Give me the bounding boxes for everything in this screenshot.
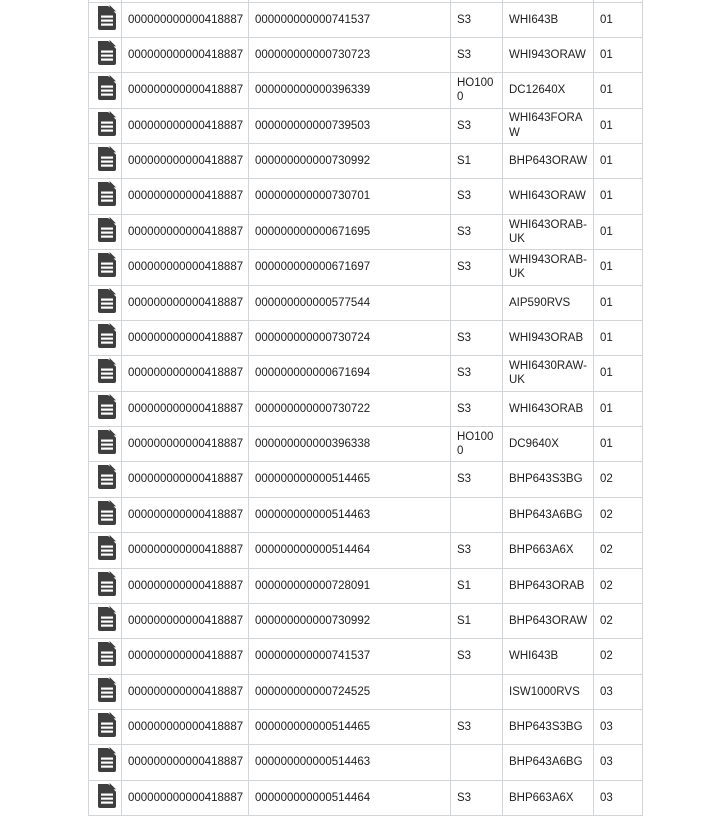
table-row[interactable]	[89, 710, 643, 745]
cell-type-code: S3	[451, 710, 503, 745]
document-icon	[95, 783, 117, 809]
cell-object-number: 000000000000514465	[249, 462, 451, 497]
cell-item-number: 01	[594, 250, 643, 285]
cell-type-code: S3	[451, 356, 503, 391]
document-icon-cell	[89, 497, 122, 532]
cell-item-number: 01	[594, 320, 643, 355]
table-row[interactable]	[89, 214, 643, 249]
document-icon	[95, 252, 117, 278]
cell-type-code: S1	[451, 568, 503, 603]
table-row[interactable]	[89, 533, 643, 568]
document-icon	[95, 111, 117, 137]
cell-document-number: 000000000000418887	[122, 320, 249, 355]
cell-object-number: 000000000000730992	[249, 144, 451, 179]
cell-model-code: WHI943ORAW	[503, 37, 594, 72]
cell-item-number: 01	[594, 37, 643, 72]
cell-object-number: 000000000000671697	[249, 250, 451, 285]
cell-item-number: 03	[594, 674, 643, 709]
document-icon-cell	[89, 533, 122, 568]
cell-type-code: S3	[451, 320, 503, 355]
document-icon	[95, 75, 117, 101]
document-icon-cell	[89, 73, 122, 108]
document-icon-cell	[89, 391, 122, 426]
table-row[interactable]	[89, 497, 643, 532]
table-row[interactable]	[89, 391, 643, 426]
cell-type-code: S3	[451, 108, 503, 143]
cell-model-code: BHP643ORAB	[503, 568, 594, 603]
table-row[interactable]	[89, 250, 643, 285]
cell-object-number: 000000000000730723	[249, 37, 451, 72]
document-icon-button[interactable]	[95, 571, 117, 597]
document-icon-button[interactable]	[95, 606, 117, 632]
cell-type-code: S3	[451, 250, 503, 285]
document-icon-cell	[89, 2, 122, 37]
document-icon-button[interactable]	[95, 358, 117, 384]
document-icon-button[interactable]	[95, 5, 117, 31]
cell-type-code: S3	[451, 462, 503, 497]
document-icon-button[interactable]	[95, 40, 117, 66]
cell-model-code: WHI943ORAB-UK	[503, 250, 594, 285]
cell-item-number: 02	[594, 497, 643, 532]
cell-document-number: 000000000000418887	[122, 179, 249, 214]
document-icon	[95, 146, 117, 172]
document-icon	[95, 40, 117, 66]
cell-object-number: 000000000000514463	[249, 745, 451, 780]
cell-model-code: WHI943ORAB	[503, 320, 594, 355]
cell-type-code	[451, 674, 503, 709]
cell-document-number: 000000000000418887	[122, 427, 249, 462]
document-icon-button[interactable]	[95, 464, 117, 490]
document-icon-button[interactable]	[95, 783, 117, 809]
document-icon	[95, 712, 117, 738]
document-icon-cell	[89, 603, 122, 638]
cell-document-number: 000000000000418887	[122, 497, 249, 532]
document-icon-cell	[89, 179, 122, 214]
cell-type-code: S3	[451, 214, 503, 249]
table-row[interactable]	[89, 2, 643, 37]
cell-object-number: 000000000000514463	[249, 497, 451, 532]
table-row[interactable]	[89, 427, 643, 462]
cell-type-code: S3	[451, 391, 503, 426]
cell-document-number: 000000000000418887	[122, 250, 249, 285]
cell-model-code: BHP643S3BG	[503, 462, 594, 497]
cell-object-number: 000000000000724525	[249, 674, 451, 709]
document-icon-cell	[89, 356, 122, 391]
document-icon-button[interactable]	[95, 641, 117, 667]
cell-object-number: 000000000000577544	[249, 285, 451, 320]
cell-type-code	[451, 745, 503, 780]
cell-document-number: 000000000000418887	[122, 603, 249, 638]
cell-model-code: BHP663A6X	[503, 533, 594, 568]
cell-document-number: 000000000000418887	[122, 674, 249, 709]
cell-document-number: 000000000000418887	[122, 73, 249, 108]
document-icon-cell	[89, 710, 122, 745]
table-row[interactable]	[89, 745, 643, 780]
cell-item-number: 01	[594, 144, 643, 179]
cell-document-number: 000000000000418887	[122, 108, 249, 143]
document-icon-button[interactable]	[95, 75, 117, 101]
document-icon-button[interactable]	[95, 394, 117, 420]
cell-type-code	[451, 497, 503, 532]
cell-item-number: 01	[594, 108, 643, 143]
cell-document-number: 000000000000418887	[122, 2, 249, 37]
document-icon	[95, 358, 117, 384]
cell-item-number: 01	[594, 285, 643, 320]
table-row[interactable]	[89, 674, 643, 709]
cell-item-number: 01	[594, 73, 643, 108]
document-icon-cell	[89, 37, 122, 72]
document-icon	[95, 500, 117, 526]
cell-model-code: WHI643FORAW	[503, 108, 594, 143]
cell-model-code: BHP643ORAW	[503, 144, 594, 179]
document-icon	[95, 5, 117, 31]
document-icon	[95, 677, 117, 703]
document-icon-cell	[89, 674, 122, 709]
document-icon	[95, 606, 117, 632]
cell-document-number: 000000000000418887	[122, 144, 249, 179]
document-icon-cell	[89, 780, 122, 815]
table-row[interactable]	[89, 780, 643, 815]
cell-object-number: 000000000000730701	[249, 179, 451, 214]
cell-document-number: 000000000000418887	[122, 780, 249, 815]
document-icon-button[interactable]	[95, 146, 117, 172]
cell-item-number: 02	[594, 462, 643, 497]
document-icon-cell	[89, 214, 122, 249]
cell-object-number: 000000000000396338	[249, 427, 451, 462]
cell-type-code: S3	[451, 179, 503, 214]
cell-item-number: 03	[594, 780, 643, 815]
document-icon-cell	[89, 108, 122, 143]
document-icon-cell	[89, 427, 122, 462]
cell-document-number: 000000000000418887	[122, 568, 249, 603]
document-icon-button[interactable]	[95, 535, 117, 561]
document-icon-button[interactable]	[95, 111, 117, 137]
document-icon-cell	[89, 250, 122, 285]
cell-model-code: WHI643B	[503, 2, 594, 37]
table-row[interactable]	[89, 73, 643, 108]
document-icon-cell	[89, 320, 122, 355]
cell-document-number: 000000000000418887	[122, 710, 249, 745]
cell-item-number: 02	[594, 533, 643, 568]
document-icon	[95, 323, 117, 349]
document-icon-cell	[89, 639, 122, 674]
document-icon	[95, 571, 117, 597]
document-icon-button[interactable]	[95, 747, 117, 773]
results-table	[88, 0, 643, 816]
cell-document-number: 000000000000418887	[122, 639, 249, 674]
cell-model-code: ISW1000RVS	[503, 674, 594, 709]
cell-item-number: 01	[594, 427, 643, 462]
document-icon-cell	[89, 285, 122, 320]
cell-object-number: 000000000000514465	[249, 710, 451, 745]
cell-model-code: WHI643ORAB	[503, 391, 594, 426]
document-icon	[95, 641, 117, 667]
cell-type-code: S3	[451, 2, 503, 37]
cell-object-number: 000000000000741537	[249, 639, 451, 674]
cell-document-number: 000000000000418887	[122, 462, 249, 497]
cell-object-number: 000000000000730992	[249, 603, 451, 638]
document-icon	[95, 464, 117, 490]
cell-type-code: S1	[451, 144, 503, 179]
cell-model-code: WHI643ORAW	[503, 179, 594, 214]
cell-object-number: 000000000000741537	[249, 2, 451, 37]
cell-item-number: 01	[594, 179, 643, 214]
document-icon-button[interactable]	[95, 181, 117, 207]
cell-document-number: 000000000000418887	[122, 745, 249, 780]
cell-model-code: DC9640X	[503, 427, 594, 462]
document-icon-button[interactable]	[95, 712, 117, 738]
cell-model-code: BHP643A6BG	[503, 497, 594, 532]
cell-model-code: WHI643B	[503, 639, 594, 674]
cell-object-number: 000000000000396339	[249, 73, 451, 108]
document-icon-button[interactable]	[95, 429, 117, 455]
table-row[interactable]	[89, 462, 643, 497]
cell-model-code: BHP663A6X	[503, 780, 594, 815]
table-row[interactable]	[89, 639, 643, 674]
table-row[interactable]	[89, 356, 643, 391]
cell-type-code: HO1000	[451, 427, 503, 462]
cell-document-number: 000000000000418887	[122, 391, 249, 426]
cell-object-number: 000000000000730724	[249, 320, 451, 355]
cell-model-code: DC12640X	[503, 73, 594, 108]
document-icon-cell	[89, 568, 122, 603]
cell-model-code: WHI6430RAW-UK	[503, 356, 594, 391]
cell-object-number: 000000000000514464	[249, 533, 451, 568]
table-row[interactable]	[89, 108, 643, 143]
document-icon	[95, 535, 117, 561]
cell-model-code: BHP643ORAW	[503, 603, 594, 638]
cell-type-code: S3	[451, 639, 503, 674]
cell-type-code: S3	[451, 37, 503, 72]
cell-item-number: 02	[594, 639, 643, 674]
cell-type-code: S3	[451, 533, 503, 568]
table-row[interactable]	[89, 37, 643, 72]
document-icon-button[interactable]	[95, 500, 117, 526]
cell-object-number: 000000000000730722	[249, 391, 451, 426]
cell-type-code: HO1000	[451, 73, 503, 108]
document-icon-cell	[89, 745, 122, 780]
table-row[interactable]	[89, 603, 643, 638]
document-icon-cell	[89, 144, 122, 179]
table-row[interactable]	[89, 568, 643, 603]
cell-type-code: S1	[451, 603, 503, 638]
document-icon-button[interactable]	[95, 323, 117, 349]
cell-model-code: WHI643ORAB-UK	[503, 214, 594, 249]
cell-object-number: 000000000000514464	[249, 780, 451, 815]
document-icon	[95, 394, 117, 420]
document-icon-button[interactable]	[95, 252, 117, 278]
cell-item-number: 02	[594, 603, 643, 638]
document-icon-cell	[89, 462, 122, 497]
document-icon	[95, 288, 117, 314]
document-icon	[95, 429, 117, 455]
cell-item-number: 02	[594, 568, 643, 603]
cell-model-code: BHP643A6BG	[503, 745, 594, 780]
cell-item-number: 03	[594, 710, 643, 745]
cell-document-number: 000000000000418887	[122, 285, 249, 320]
table-row[interactable]	[89, 179, 643, 214]
cell-item-number: 01	[594, 356, 643, 391]
document-icon	[95, 747, 117, 773]
table-row[interactable]	[89, 320, 643, 355]
document-icon-button[interactable]	[95, 677, 117, 703]
cell-item-number: 01	[594, 214, 643, 249]
cell-object-number: 000000000000739503	[249, 108, 451, 143]
cell-document-number: 000000000000418887	[122, 533, 249, 568]
document-icon-button[interactable]	[95, 217, 117, 243]
document-icon	[95, 181, 117, 207]
cell-document-number: 000000000000418887	[122, 37, 249, 72]
cell-object-number: 000000000000671695	[249, 214, 451, 249]
table-row[interactable]	[89, 144, 643, 179]
cell-object-number: 000000000000728091	[249, 568, 451, 603]
table-row[interactable]	[89, 285, 643, 320]
cell-document-number: 000000000000418887	[122, 356, 249, 391]
results-table-body	[89, 0, 643, 816]
cell-model-code: AIP590RVS	[503, 285, 594, 320]
cell-model-code: BHP643S3BG	[503, 710, 594, 745]
cell-item-number: 01	[594, 2, 643, 37]
cell-type-code	[451, 285, 503, 320]
cell-document-number: 000000000000418887	[122, 214, 249, 249]
cell-object-number: 000000000000671694	[249, 356, 451, 391]
cell-item-number: 01	[594, 391, 643, 426]
document-icon-button[interactable]	[95, 288, 117, 314]
cell-item-number: 03	[594, 745, 643, 780]
cell-type-code: S3	[451, 780, 503, 815]
document-icon	[95, 217, 117, 243]
